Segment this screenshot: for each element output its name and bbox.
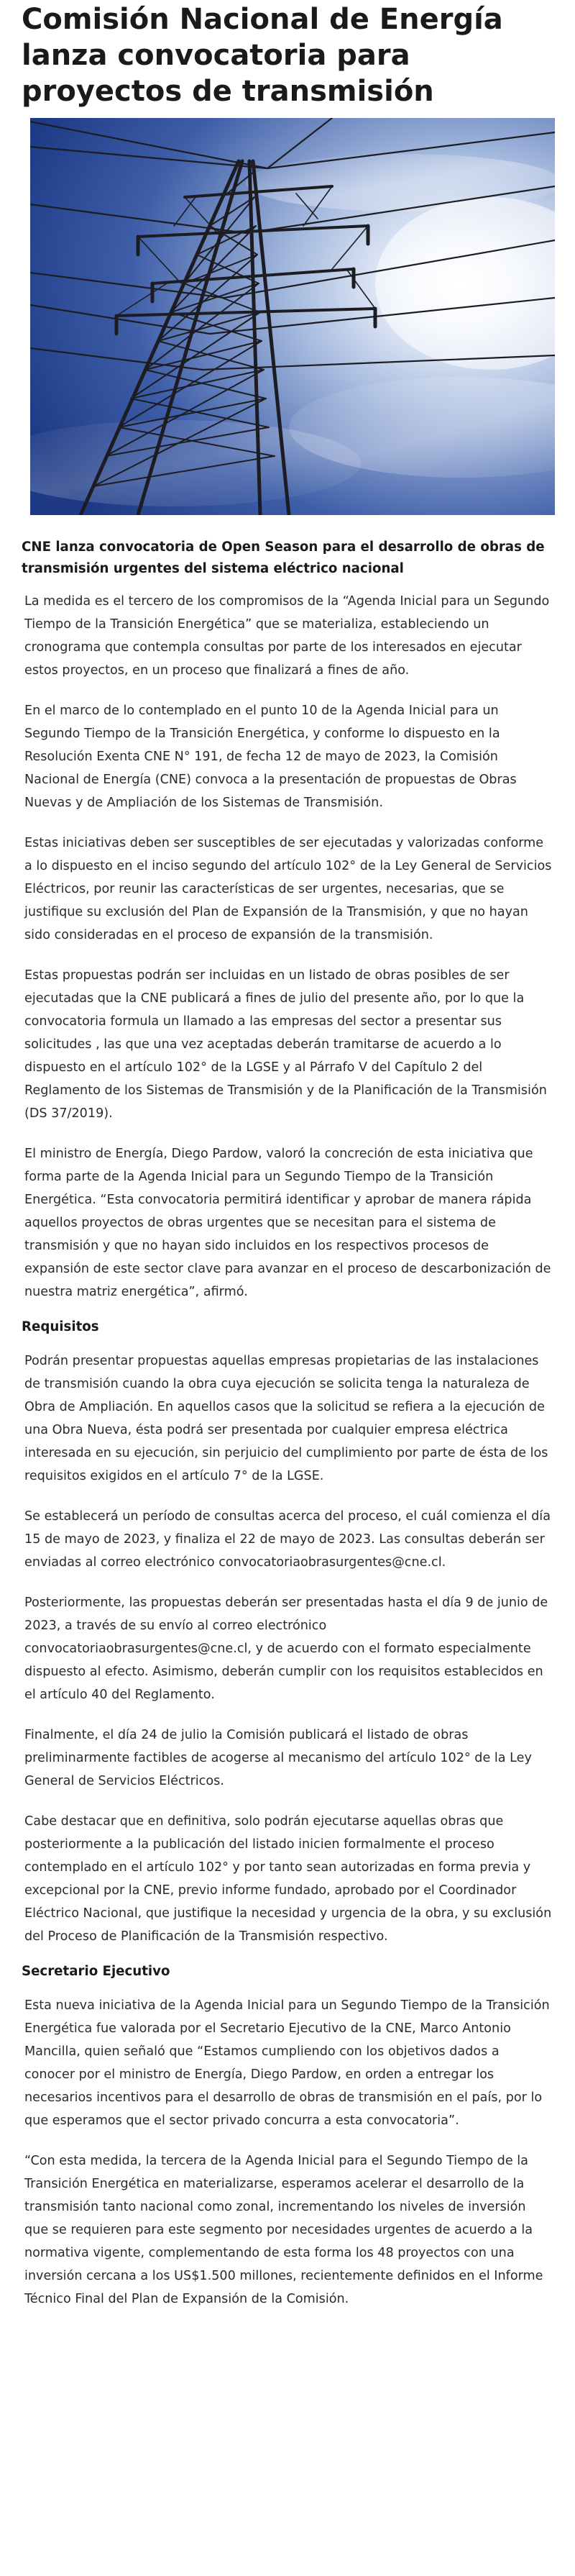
paragraph: Estas iniciativas deben ser susceptibles de ser ejecutadas y valorizadas conforme a lo dispuesto en el inciso segundo del artículo 102° de la Ley General de Servicios Eléctricos, por reunir las características de ser urgentes, necesarias, que se justifique su exclusión del Plan de Expansión de la Transmisión, y que no hayan sido consideradas en el proceso de expansión de la transmisión.	[24, 836, 552, 942]
paragraph: La medida es el tercero de los compromisos de la “Agenda Inicial para un Segundo Tiempo de la Transición Energética” que se materializa, estableciendo un cronograma que contempla consultas por parte de los interesados en ejecutar estos proyectos, en un proceso que finalizará a fines de año.	[24, 594, 550, 678]
article-title: Comisión Nacional de Energía lanza convocatoria para proyectos de transmisión	[22, 3, 503, 108]
paragraph: En el marco de lo contemplado en el punto 10 de la Agenda Inicial para un Segundo Tiempo de la Transición Energética, y conforme lo dispuesto en la Resolución Exenta CNE N° 191, de fecha 12 de mayo de 2023, la Comisión Nacional de Energía (CNE) convoca a la presentación de propuestas de Obras Nuevas y de Ampliación de los Sistemas de Transmisión.	[24, 704, 517, 810]
article-lead: CNE lanza convocatoria de Open Season para el desarrollo de obras de transmisión urgentes del sistema eléctrico nacional	[22, 540, 545, 576]
paragraph: Posteriormente, las propuestas deberán ser presentadas hasta el día 9 de junio de 2023, a través de su envío al correo electrónico convocatoriaobrasurgentes@cne.cl, y de acuerdo con el formato especialmente dispuesto al efecto. Asimismo, deberán cumplir con los requisitos establecidos en el artículo 40 del Reglamento.	[24, 1596, 548, 1702]
paragraph: El ministro de Energía, Diego Pardow, valoró la concreción de esta iniciativa que forma parte de la Agenda Inicial para un Segundo Tiempo de la Transición Energética. “Esta convocatoria permitirá identificar y aprobar de manera rápida aquellos proyectos de obras urgentes que se necesitan para el sistema de transmisión y que no hayan sido incluidos en los respectivos procesos de expansión de este sector clave para avanzar en el proceso de descarbonización de nuestra matriz energética”, afirmó.	[24, 1147, 551, 1299]
section-heading-secretario: Secretario Ejecutivo	[22, 1964, 170, 1979]
transmission-tower-photo-icon	[30, 118, 555, 515]
paragraph: Esta nueva iniciativa de la Agenda Inicial para un Segundo Tiempo de la Transición Energética fue valorada por el Secretario Ejecutivo de la CNE, Marco Antonio Mancilla, quien señaló que “Estamos cumpliendo con los objetivos dados a conocer por el ministro de Energía, Diego Pardow, en orden a entregar los necesarios incentivos para el desarrollo de obras de transmisión en el país, por lo que esperamos que el sector privado concurra a esta convocatoria”.	[24, 1998, 550, 2128]
paragraph: Cabe destacar que en definitiva, solo podrán ejecutarse aquellas obras que posteriormente a la publicación del listado inicien formalmente el proceso contemplado en el artículo 102° y por tanto sean autorizadas en forma previa y excepcional por la CNE, previo informe fundado, aprobado por el Coordinador Eléctrico Nacional, que justifique la necesidad y urgencia de la obra, y su exclusión del Proceso de Planificación de la Transmisión respectivo.	[24, 1814, 552, 1944]
paragraph: Se establecerá un período de consultas acerca del proceso, el cuál comienza el día 15 de mayo de 2023, y finaliza el 22 de mayo de 2023. Las consultas deberán ser enviadas al correo electrónico convocatoriaobrasurgentes@cne.cl.	[24, 1509, 551, 1570]
title-wrap	[22, 0, 553, 118]
paragraph: “Con esta medida, la tercera de la Agenda Inicial para el Segundo Tiempo de la Transición Energética en materializarse, esperamos acelerar el desarrollo de la transmisión tanto nacional como zonal, incrementando los niveles de inversión que se requieren para este segmento por necesidades urgentes de acuerdo a la normativa vigente, complementando de esta forma los 48 proyectos con una inversión cercana a los US$1.500 millones, recientemente definidos en el Informe Técnico Final del Plan de Expansión de la Comisión.	[24, 2154, 543, 2306]
section-heading-requisitos: Requisitos	[22, 1319, 99, 1334]
paragraph: Finalmente, el día 24 de julio la Comisión publicará el listado de obras preliminarmente factibles de acogerse al mecanismo del artículo 102° de la Ley General de Servicios Eléctricos.	[24, 1728, 532, 1788]
paragraph: Estas propuestas podrán ser incluidas en un listado de obras posibles de ser ejecutadas que la CNE publicará a fines de julio del presente año, por lo que la convocatoria formula un llamado a las empresas del sector a presentar sus solicitudes , las que una vez aceptadas deberán tramitarse de acuerdo a lo dispuesto en el artículo 102° de la LGSE y al Párrafo V del Capítulo 2 del Reglamento de los Sistemas de Transmisión y de la Planificación de la Transmisión (DS 37/2019).	[24, 968, 547, 1121]
paragraph: Podrán presentar propuestas aquellas empresas propietarias de las instalaciones de transmisión cuando la obra cuya ejecución se solicita tenga la naturaleza de Obra de Ampliación. En aquellos casos que la solicitud se refiera a la ejecución de una Obra Nueva, ésta podrá ser presentada por cualquier empresa eléctrica interesada en su ejecución, sin perjuicio del cumplimiento por parte de ésta de los requisitos exigidos en el artículo 7° de la LGSE.	[24, 1354, 548, 1483]
hero-image	[30, 118, 555, 515]
